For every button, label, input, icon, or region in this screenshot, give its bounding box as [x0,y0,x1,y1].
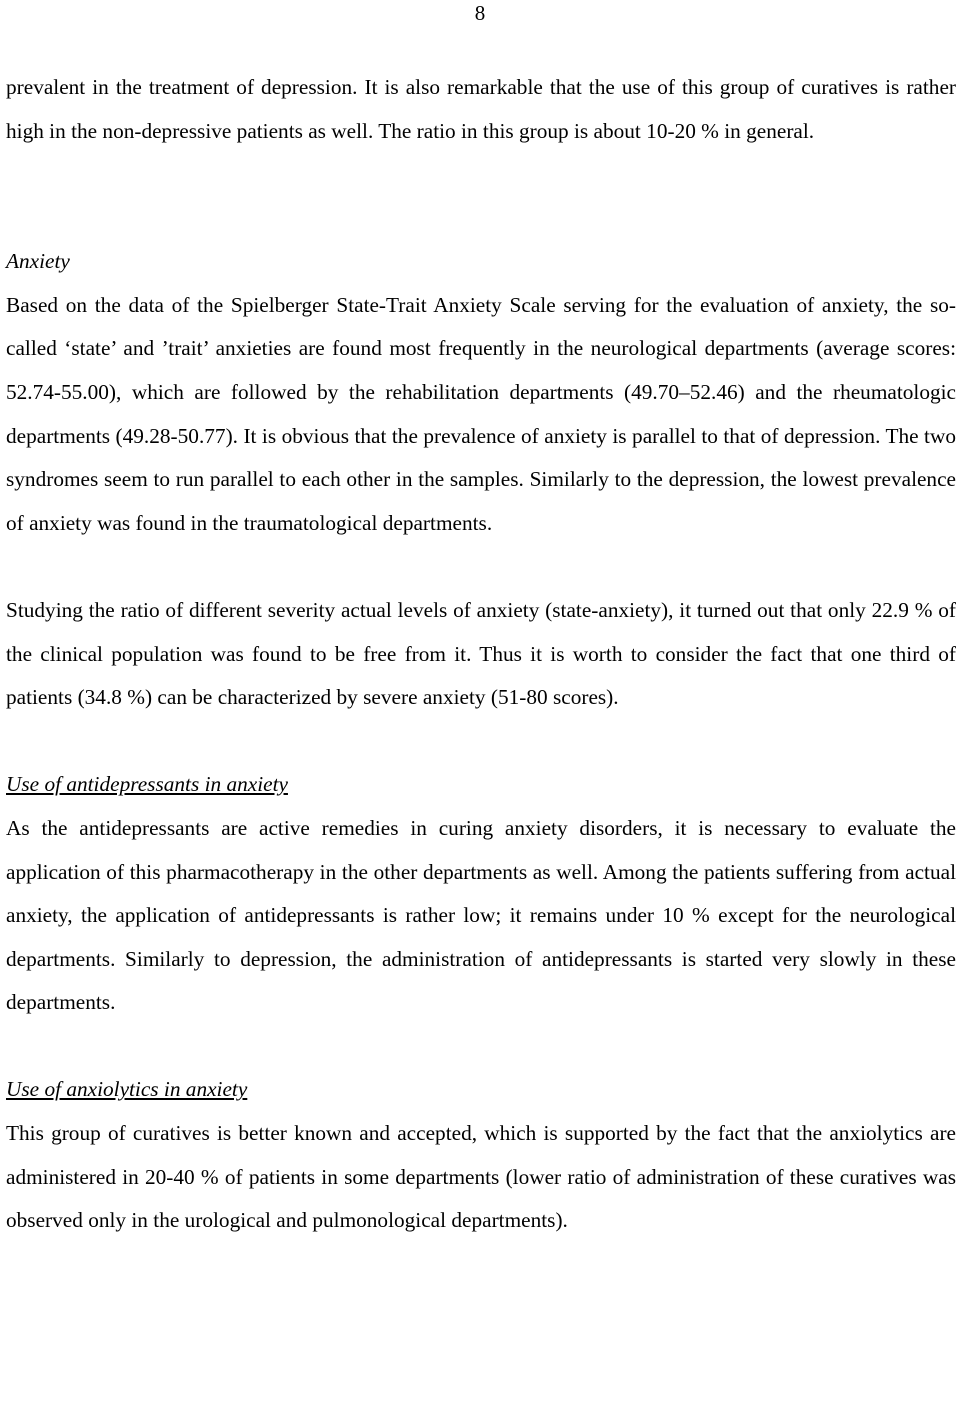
anxiolytics-paragraph: This group of curatives is better known and accepted, which is supported by the fact that the anxiolytics are administered in 20-40 % of patients in some departments (lower ratio of administration of these curatives was observed only in the urological and pulmonological departments). [6,1121,956,1233]
section-spacer [6,1025,956,1069]
antidepressants-heading: Use of antidepressants in anxiety [6,772,288,797]
intro-paragraph: prevalent in the treatment of depression. It is also remarkable that the use of this group of curatives is rather high in the non-depressive patients as well. The ratio in this group is about 10-20 % in general. [6,75,956,143]
anxiety-heading: Anxiety [6,249,70,274]
section-spacer [6,720,956,764]
section-spacer [6,153,956,240]
anxiety-paragraph-2: Studying the ratio of different severity actual levels of anxiety (state-anxiety), it turned out that only 22.9 % of the clinical population was found to be free from it. Thus it is worth to consider the fact that one third of patients (34.8 %) can be characterized by severe anxiety (51-80 scores). [6,597,956,710]
anxiety-paragraph-1: Based on the data of the Spielberger State-Trait Anxiety Scale serving for the evaluation of anxiety, the so-called ‘state’ and ’trait’ anxieties are found most frequently in the neurological departments (average scores: 52.74-55.00), which are followed by the rehabilitation departments (49.70–52.46) and the rheumatologic departments (49.28-50.77). It is obvious that the prevalence of anxiety is parallel to that of depression. The two syndromes seem to run parallel to each other in the samples. Similarly to the depression, the lowest prevalence of anxiety was found in the traumatological departments. [6,292,956,535]
document-body [6,66,956,1243]
anxiolytics-heading: Use of anxiolytics in anxiety [6,1077,248,1102]
antidepressants-paragraph: As the antidepressants are active remedies in curing anxiety disorders, it is necessary to evaluate the application of this pharmacotherapy in the other departments as well. Among the patients suffering from actual anxiety, the application of antidepressants is rather low; it remains under 10 % except for the neurological departments. Similarly to depression, the administration of antidepressants is started very slowly in these departments. [6,815,956,1015]
page-number: 8 [474,1,486,25]
paragraph-spacer [6,545,956,589]
